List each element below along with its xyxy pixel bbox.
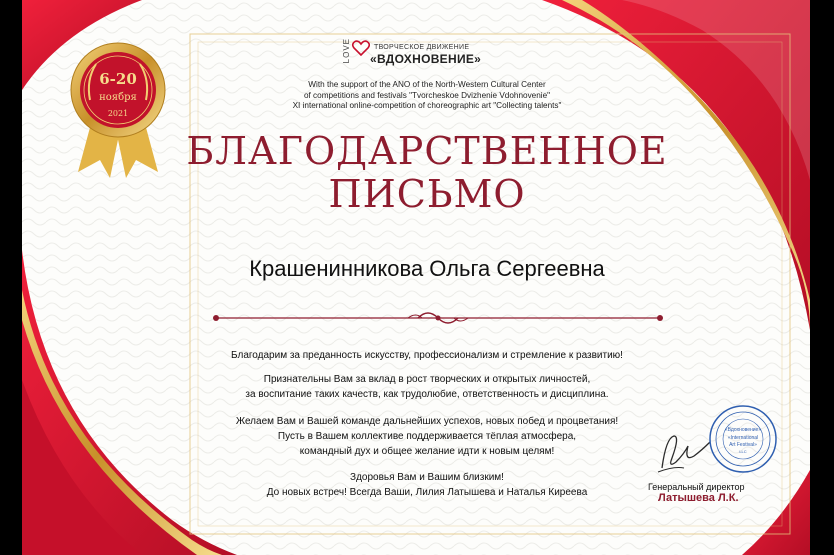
stamp-text: Art Festival»: [729, 442, 757, 448]
body-line: Желаем Вам и Вашей команде дальнейших успехов, новых побед и процветания!: [235, 416, 619, 427]
support-line: of competitions and festivals "Tvorcheskoe Dvizhenie Vdohnovenie": [303, 90, 551, 100]
logo-subtitle: ТВОРЧЕСКОЕ ДВИЖЕНИЕ: [374, 44, 470, 51]
signatory-title: Генеральный директор: [648, 482, 745, 492]
support-text: [172, 80, 682, 112]
signatory-name: Латышева Л.К.: [658, 492, 739, 504]
document-title-line1: БЛАГОДАРСТВЕННОЕ: [186, 129, 668, 173]
body-line: Благодарим за преданность искусству, профессионализм и стремление к развитию!: [231, 350, 623, 361]
body-line: Признательны Вам за вклад в рост творческих и открытых личностей,: [263, 374, 591, 385]
body-paragraph-2: [172, 372, 682, 402]
logo-love-text: LOVE: [342, 38, 351, 64]
seal-dates: 6-20: [99, 70, 137, 88]
heart-icon: [352, 40, 370, 56]
recipient-name: Крашенинникова Ольга Сергеевна: [249, 256, 605, 281]
stamp-text: LLC: [739, 449, 747, 454]
seal-month: ноября: [99, 92, 137, 103]
body-paragraph-4: [172, 470, 682, 500]
ornamental-divider-icon: [212, 308, 664, 328]
stamp-text: «Вдохновение»: [724, 427, 762, 433]
support-line: With the support of the ANO of the North-Western Cultural Center: [308, 80, 546, 89]
organization-logo: [322, 38, 522, 68]
body-paragraph-1: [172, 348, 682, 363]
support-line: XI international online-competition of choreographic art "Collecting talents": [292, 101, 562, 110]
body-line: Пусть в Вашем коллективе поддерживается тёплая атмосфера,: [277, 431, 577, 442]
stamp-text: «International: [727, 435, 759, 441]
body-paragraph-3: [172, 414, 682, 459]
seal-year: 2021: [107, 109, 129, 118]
body-line: До новых встреч! Всегда Ваши, Лилия Латышева и Наталья Киреева: [266, 487, 588, 498]
document-title-line2: ПИСЬМО: [328, 172, 526, 216]
logo-title: «ВДОХНОВЕНИЕ»: [370, 52, 482, 66]
body-line: за воспитание таких качеств, как трудолюбие, ответственность и дисциплина.: [245, 389, 609, 400]
body-line: Здоровья Вам и Вашим близким!: [350, 472, 504, 483]
body-line: командный дух и общее желание идти к новым целям!: [299, 446, 555, 457]
award-seal-icon: [70, 40, 166, 180]
company-stamp-icon: [708, 404, 778, 474]
certificate-page: [22, 0, 810, 555]
signature-icon: [654, 428, 714, 474]
